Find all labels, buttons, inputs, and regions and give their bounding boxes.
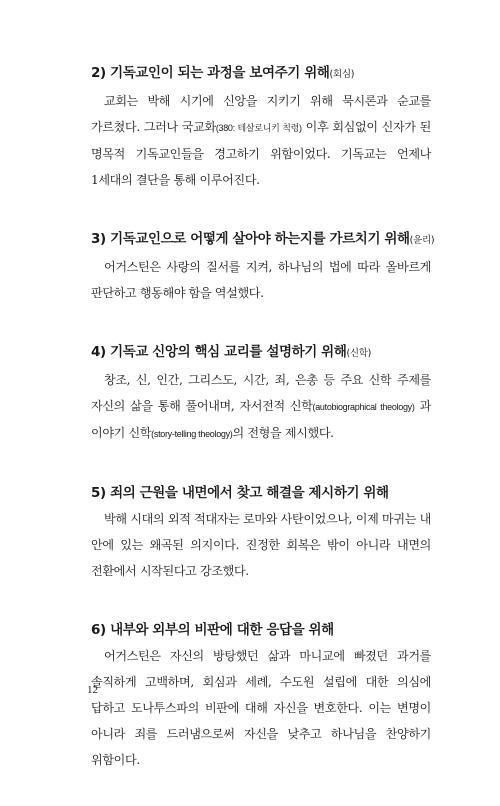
heading-text: 2) 기독교인이 되는 과정을 보여주기 위해: [91, 65, 330, 81]
body-text: 의 전형을 제시했다.: [232, 426, 334, 440]
section-body: [91, 506, 431, 584]
section-body: [91, 643, 431, 773]
section-heading: [91, 617, 431, 643]
heading-tag: (윤리): [409, 235, 435, 246]
body-text: 이후 회심없이 신자가 된 명목적 기독교인들을 경고하기 위함이었다. 기독교는 언제나 1세대의 결단을 통해 이루어진다.: [91, 120, 431, 187]
body-note: (380: 테살로니키 칙령): [215, 123, 302, 133]
heading-text: 3) 기독교인으로 어떻게 살아야 하는지를 가르치기 위해: [91, 231, 410, 247]
section-heading: [91, 226, 435, 254]
heading-text: 6) 내부와 외부의 비판에 대한 응답을 위해: [91, 622, 334, 638]
section-ethics: [91, 226, 435, 306]
page-number: 12: [87, 684, 98, 696]
page-content: [91, 60, 435, 806]
section-body: [91, 88, 431, 193]
section-theology: [91, 339, 431, 447]
heading-text: 5) 죄의 근원을 내면에서 찾고 해결을 제시하기 위해: [91, 485, 389, 501]
section-heading: [91, 60, 431, 88]
section-conversion: [91, 60, 431, 193]
body-text: 어거스틴은 자신의 방탕했던 삶과 마니교에 빠졌던 과거를 솔직하게 고백하며, 회심과 세례, 수도원 설립에 대한 의심에 답하고 도나투스파의 비판에 대해 자신을 변호한다. 이는 변명이 아니라 죄를 드러냄으로써 자신을 낮추고 하나님을 찬양하기 위함이다.: [91, 649, 431, 767]
section-heading: [91, 480, 431, 506]
heading-tag: (신학): [346, 348, 372, 359]
body-text: 박해 시대의 외적 적대자는 로마와 사탄이었으나, 이제 마귀는 내 안에 있는 왜곡된 의지이다. 진정한 회복은 밖이 아니라 내면의 전환에서 시작된다고 강조했다.: [91, 512, 431, 578]
body-text: 창조, 신, 인간, 그리스도, 시간, 죄, 은총 등 주요 신학 주제를 자신의 삶을 통해 풀어내며, 자서전적 신학: [91, 373, 431, 413]
heading-text: 4) 기독교 신앙의 핵심 교리를 설명하기 위해: [91, 344, 347, 360]
section-body: [91, 367, 431, 447]
body-note: (story-telling theology): [151, 429, 233, 439]
section-body: [91, 254, 431, 306]
heading-tag: (회심): [329, 69, 355, 80]
body-note: (autobiographical theology): [312, 402, 415, 412]
body-text: 교회는 박해 시기에 신앙을 지키기 위해 묵시론과 순교를 가르쳤다. 그러나 국교화: [91, 94, 431, 134]
section-heading: [91, 339, 431, 367]
body-text: 어거스틴은 사랑의 질서를 지켜, 하나님의 법에 따라 올바르게 판단하고 행동해야 함을 역설했다.: [91, 260, 431, 300]
section-sin: [91, 480, 431, 584]
section-apology: [91, 617, 431, 773]
body-text: 과 이야기 신학: [91, 399, 432, 440]
